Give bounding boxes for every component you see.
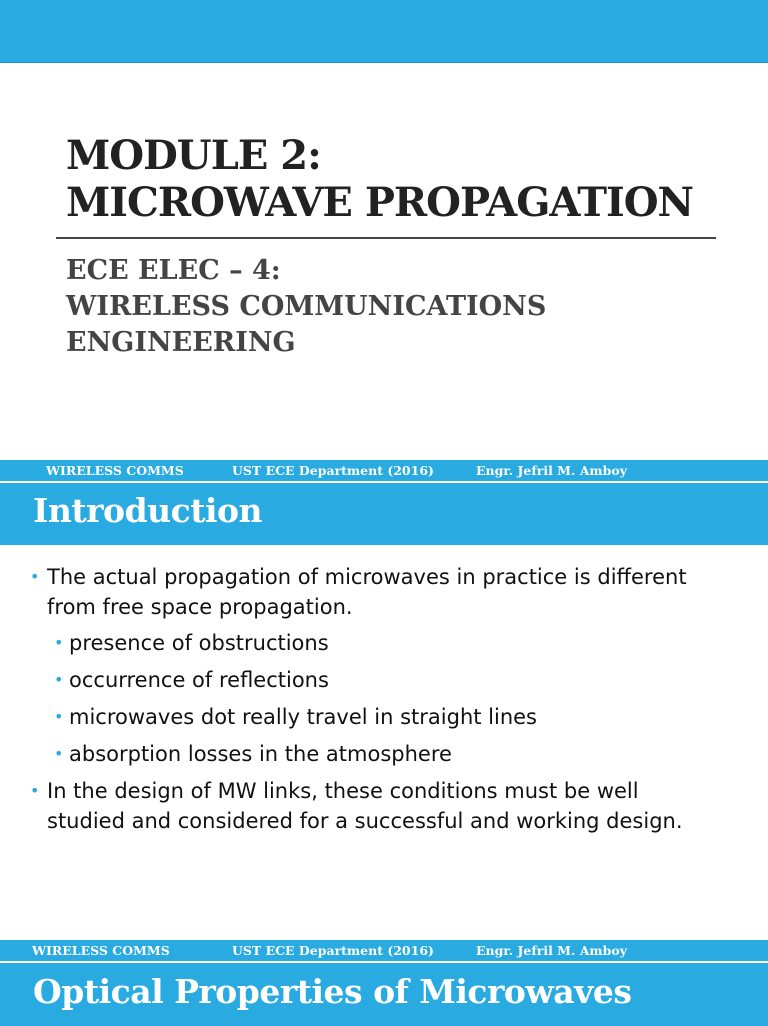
- course-code: ECE ELEC – 4:: [66, 255, 281, 286]
- slide2-title-bar: [0, 481, 768, 545]
- footer-author: Engr. Jefril M. Amboy: [476, 463, 627, 478]
- course-name-line2: ENGINEERING: [66, 327, 296, 358]
- bullet-dot-icon: •: [30, 567, 40, 586]
- list-item: [54, 739, 452, 769]
- bullet-dot-icon: •: [54, 670, 64, 689]
- bullet-dot-icon: •: [54, 744, 64, 763]
- list-item-text: studied and considered for a successful and working design.: [47, 809, 683, 833]
- list-item-text: absorption losses in the atmosphere: [69, 742, 452, 766]
- slide2-title: Introduction: [33, 491, 263, 530]
- module-title-line1: MODULE 2:: [66, 132, 321, 179]
- bullet-dot-icon: •: [54, 633, 64, 652]
- list-item-text: occurrence of reflections: [69, 668, 329, 692]
- list-item-text: from free space propagation.: [47, 595, 353, 619]
- slide3-title-bar: [0, 961, 768, 1026]
- footer-author: Engr. Jefril M. Amboy: [476, 943, 627, 958]
- course-name-line1: WIRELESS COMMUNICATIONS: [66, 291, 547, 322]
- list-item-text: presence of obstructions: [69, 631, 329, 655]
- footer-course: WIRELESS COMMS: [46, 463, 184, 478]
- slide3-title: Optical Properties of Microwaves: [33, 972, 632, 1011]
- title-divider: [56, 237, 716, 239]
- list-item: [54, 628, 329, 658]
- footer-course: WIRELESS COMMS: [32, 943, 170, 958]
- list-item: [54, 665, 329, 695]
- list-item: [54, 702, 537, 732]
- bullet-dot-icon: •: [54, 707, 64, 726]
- list-item: [30, 562, 687, 622]
- footer-department: UST ECE Department (2016): [232, 463, 434, 478]
- list-item-text: microwaves dot really travel in straight lines: [69, 705, 537, 729]
- course-subtitle: [66, 253, 546, 361]
- list-item: [30, 776, 683, 836]
- module-title-line2: MICROWAVE PROPAGATION: [66, 179, 694, 226]
- list-item-text: In the design of MW links, these conditions must be well: [47, 779, 639, 803]
- slide-footer: [0, 460, 768, 481]
- bullet-dot-icon: •: [30, 781, 40, 800]
- footer-department: UST ECE Department (2016): [232, 943, 434, 958]
- list-item-text: The actual propagation of microwaves in practice is different: [47, 565, 687, 589]
- slide-footer: [0, 940, 768, 961]
- slide1-header-band: [0, 0, 768, 63]
- module-title: [66, 132, 693, 226]
